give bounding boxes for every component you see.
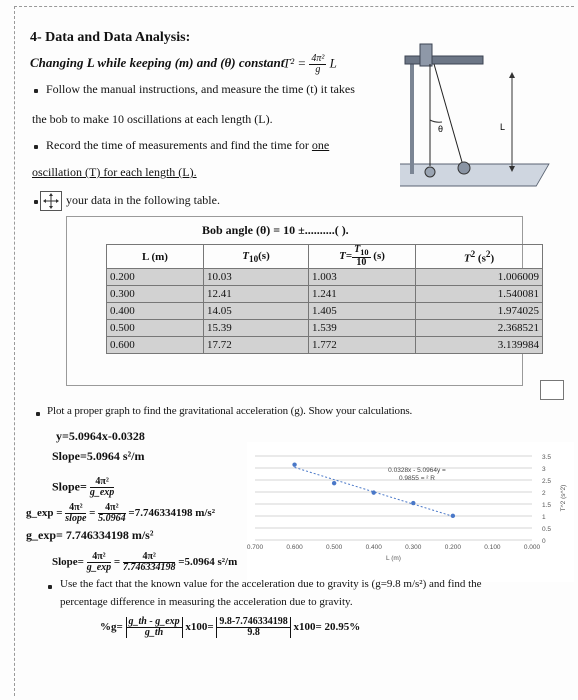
table-row — [107, 303, 543, 320]
cell-length: 0.500 — [107, 320, 204, 337]
x-tick-label: 0.500 — [326, 544, 343, 551]
cell-length: 0.300 — [107, 286, 204, 303]
y-tick-label: 3 — [542, 466, 546, 473]
instruction-line-3: Record the time of measurements and find the time for one — [46, 138, 330, 152]
bullet-dot — [36, 412, 40, 416]
instruction-line-4: oscillation (T) for each length (L). — [32, 165, 197, 179]
data-point — [451, 514, 455, 518]
data-point — [372, 490, 376, 494]
section-subtitle: Changing L while keeping (m) and (θ) constant — [30, 55, 285, 70]
header-period: T= $\frac{T_{10}}{10}$ (s) — [309, 245, 416, 269]
cell-length: 0.200 — [107, 269, 204, 286]
x-tick-label: 0.200 — [444, 544, 461, 551]
table-caption: Bob angle (θ) = 10 ±..........( ). — [202, 223, 349, 237]
graph-prompt: Plot a proper graph to find the gravitational acceleration (g). Show your calculations. — [47, 405, 413, 417]
table-row — [107, 269, 543, 286]
table-row — [107, 337, 543, 354]
cell-t-squared: 1.006009 — [416, 269, 543, 286]
instruction-line-5: your data in the following table. — [66, 193, 220, 207]
bullet-dot — [34, 89, 38, 93]
slope-check: Slope= $\frac{\text{4π²}}{g\_\exp}$ = $\frac{\text{4π²}}{7.746334198}$ =5.0964 s²/m — [52, 551, 238, 573]
pendulum-apparatus-image — [400, 34, 570, 204]
y-axis-label: T^2 (s^2) — [560, 484, 567, 512]
x-tick-label: 0.600 — [286, 544, 303, 551]
bullet-dot — [34, 145, 38, 149]
instruction-line-2: the bob to make 10 oscillations at each length (L). — [32, 112, 273, 126]
cell-t-squared: 2.368521 — [416, 320, 543, 337]
data-point — [411, 501, 415, 505]
data-table — [106, 244, 543, 354]
header-length: L (m) — [107, 245, 204, 269]
move-handle-icon[interactable] — [40, 191, 62, 211]
page-margin-top — [14, 6, 574, 7]
cell-period: 1.772 — [309, 337, 416, 354]
period-formula: T² = $\frac{\text{4π²}}{g}$ L — [283, 53, 337, 75]
answer-checkbox[interactable] — [540, 380, 564, 400]
cell-t10: 10.03 — [204, 269, 309, 286]
cell-t10: 15.39 — [204, 320, 309, 337]
bullet-dot — [34, 200, 38, 204]
bullet-dot — [48, 585, 52, 589]
cell-period: 1.241 — [309, 286, 416, 303]
x-tick-label: 0.000 — [523, 544, 541, 551]
cell-t-squared: 1.974025 — [416, 303, 543, 320]
cell-t10: 12.41 — [204, 286, 309, 303]
cell-period: 1.405 — [309, 303, 416, 320]
x-tick-label: 0.300 — [405, 544, 422, 551]
final-prompt-line-2: percentage difference in measuring the acceleration due to gravity. — [60, 596, 353, 608]
x-tick-label: 0.100 — [484, 544, 501, 551]
svg-text:θ: θ — [438, 124, 444, 134]
page-margin-left — [14, 6, 15, 696]
y-tick-label: 0.5 — [542, 526, 552, 533]
table-row — [107, 320, 543, 337]
data-point — [332, 481, 336, 485]
final-prompt-line-1: Use the fact that the known value for the acceleration due to gravity is (g=9.8 m/s²) and find the — [60, 578, 482, 590]
section-title: 4- Data and Data Analysis: — [30, 30, 191, 45]
slope-value: Slope=5.0964 s²/m — [52, 449, 145, 463]
header-t-squared: $T^2$ $(s^2)$ — [416, 245, 543, 269]
instruction-line-1: Follow the manual instructions, and measure the time (t) it takes — [46, 82, 355, 96]
svg-text:L: L — [500, 122, 506, 132]
cell-length: 0.400 — [107, 303, 204, 320]
y-tick-label: 1 — [542, 514, 546, 521]
t-squared-vs-length-chart — [247, 442, 574, 582]
r-squared-annotation: 0.9855 = ² R — [399, 475, 435, 482]
slope-formula: Slope= $\frac{\text{4π²}}{g\_\exp}$ — [52, 476, 115, 498]
cell-t10: 14.05 — [204, 303, 309, 320]
cell-length: 0.600 — [107, 337, 204, 354]
gexp-result: g_exp= 7.746334198 m/s² — [26, 528, 154, 542]
x-axis-label: L (m) — [386, 555, 401, 562]
header-t10: $T_{10}(s)$ — [204, 245, 309, 269]
table-row — [107, 286, 543, 303]
y-tick-label: 2.5 — [542, 478, 552, 485]
cell-period: 1.539 — [309, 320, 416, 337]
data-point — [292, 462, 296, 466]
cell-t-squared: 1.540081 — [416, 286, 543, 303]
gexp-calculation: g_exp = $\frac{\text{4π²}}{\text{slope}}$ = $\frac{\text{4π²}}{5.0964}$ =7.746334198 m/s² — [26, 502, 215, 524]
x-tick-label: 0.400 — [365, 544, 382, 551]
cell-period: 1.003 — [309, 269, 416, 286]
y-tick-label: 2 — [542, 490, 546, 497]
y-tick-label: 1.5 — [542, 502, 552, 509]
trendline-annotation: 0.0328x - 5.0964y = — [388, 467, 446, 474]
cell-t10: 17.72 — [204, 337, 309, 354]
y-tick-label: 0 — [542, 538, 546, 545]
cell-t-squared: 3.139984 — [416, 337, 543, 354]
chart-panel — [247, 442, 574, 582]
percent-difference-equation: %g= $\frac{g\_th - g\_\exp}{g\_th}$ x100= $\frac{9.8-7.746334198}{9.8}$ x100= 20.95% — [100, 616, 361, 638]
x-tick-label: 0.700 — [247, 544, 264, 551]
table-header-row — [107, 245, 543, 269]
y-tick-label: 3.5 — [542, 454, 552, 461]
fit-equation: y=5.0964x-0.0328 — [56, 429, 145, 443]
